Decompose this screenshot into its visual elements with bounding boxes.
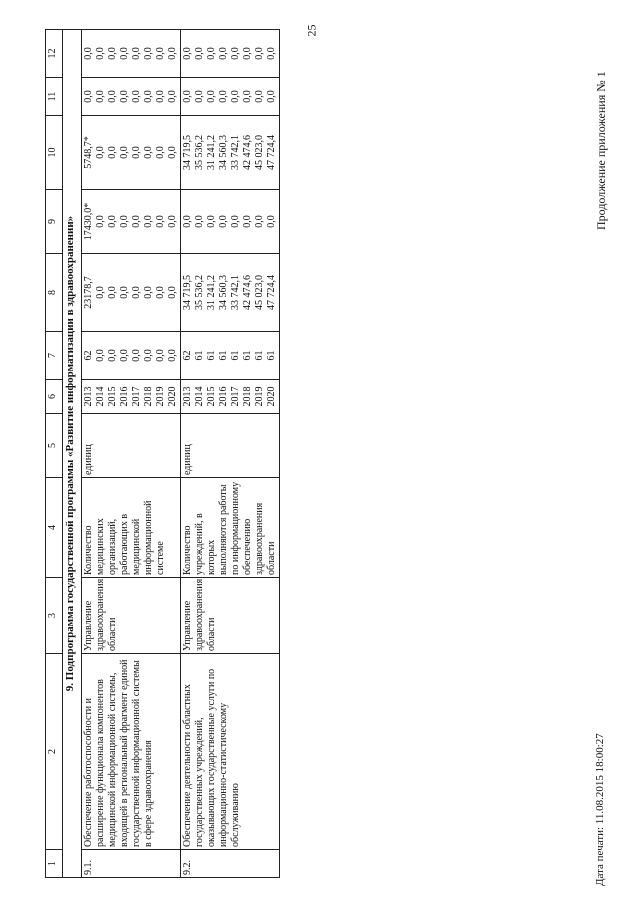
- col7-value: 0,0: [143, 349, 154, 362]
- years-value: 2019: [254, 386, 265, 407]
- col7-value: 61: [206, 350, 217, 361]
- column-header-3: 3: [46, 578, 63, 654]
- col12-value: 0,0: [182, 47, 193, 60]
- col8-value: 0,0: [155, 286, 166, 299]
- col9-value: 0,0: [218, 215, 229, 228]
- col7-value: 0,0: [95, 349, 106, 362]
- table-row: [181, 30, 280, 878]
- event-name: Обеспечение деятельности областных государственных учреждений, оказывающих государственные услуги по информационно-статистическому обслуживанию: [181, 654, 280, 850]
- col9-value: 0,0: [230, 215, 241, 228]
- col9-value: 0,0: [119, 215, 130, 228]
- col11-value: 0,0: [266, 90, 277, 103]
- col8-value: 0,0: [107, 286, 118, 299]
- col11-value: 0,0: [155, 90, 166, 103]
- col9-value: 0,0: [266, 215, 277, 228]
- years-cell: [181, 380, 280, 414]
- print-date: Дата печати: 11.08.2015 18:00:27: [594, 733, 606, 886]
- col12-cell: [181, 30, 280, 78]
- col12-value: 0,0: [83, 47, 94, 60]
- column-header-12: 12: [46, 30, 63, 78]
- col8-value: 0,0: [143, 286, 154, 299]
- col8-value: 23178,7: [83, 276, 94, 309]
- column-header-1: 1: [46, 850, 63, 878]
- col11-value: 0,0: [95, 90, 106, 103]
- col7-value: 0,0: [119, 349, 130, 362]
- col10-value: 0,0: [119, 146, 130, 159]
- col8-cell: [82, 254, 181, 332]
- col11-value: 0,0: [194, 90, 205, 103]
- program-table: [45, 29, 280, 878]
- col8-value: 0,0: [131, 286, 142, 299]
- column-header-11: 11: [46, 78, 63, 116]
- col11-value: 0,0: [143, 90, 154, 103]
- col9-value: 0,0: [167, 215, 178, 228]
- col11-value: 0,0: [206, 90, 217, 103]
- col7-value: 61: [230, 350, 241, 361]
- unit: единиц: [181, 414, 280, 478]
- col12-value: 0,0: [254, 47, 265, 60]
- row-number: 9.2.: [181, 850, 280, 878]
- col9-cell: [82, 190, 181, 254]
- col12-value: 0,0: [230, 47, 241, 60]
- col8-value: 45 023,0: [254, 275, 265, 310]
- years-value: 2013: [83, 386, 94, 407]
- col12-value: 0,0: [167, 47, 178, 60]
- years-value: 2014: [95, 386, 106, 407]
- col7-value: 61: [218, 350, 229, 361]
- col11-value: 0,0: [119, 90, 130, 103]
- col11-value: 0,0: [218, 90, 229, 103]
- col8-value: 0,0: [167, 286, 178, 299]
- col8-value: 0,0: [95, 286, 106, 299]
- column-header-9: 9: [46, 190, 63, 254]
- years-value: 2014: [194, 386, 205, 407]
- col11-cell: [181, 78, 280, 116]
- col10-value: 42 474,6: [242, 135, 253, 170]
- col9-value: 0,0: [95, 215, 106, 228]
- col8-value: 34 560,3: [218, 275, 229, 310]
- event-name: Обеспечение работоспособности и расширение функционала компонентов медицинской информационной системы, входящей в региональный фрагмент единой государственной информационной системы в сфере здравоохранения: [82, 654, 181, 850]
- col9-value: 0,0: [206, 215, 217, 228]
- col12-value: 0,0: [119, 47, 130, 60]
- column-header-7: 7: [46, 332, 63, 380]
- column-header-8: 8: [46, 254, 63, 332]
- col10-value: 34 719,5: [182, 135, 193, 170]
- col11-cell: [82, 78, 181, 116]
- executor: Управление здравоохранения области: [181, 578, 280, 654]
- col7-value: 61: [194, 350, 205, 361]
- col12-value: 0,0: [194, 47, 205, 60]
- years-cell: [82, 380, 181, 414]
- years-value: 2013: [182, 386, 193, 407]
- col7-value: 0,0: [155, 349, 166, 362]
- col9-value: 0,0: [254, 215, 265, 228]
- col7-value: 61: [254, 350, 265, 361]
- col10-value: 0,0: [107, 146, 118, 159]
- col10-value: 34 560,3: [218, 135, 229, 170]
- column-header-5: 5: [46, 414, 63, 478]
- col9-cell: [181, 190, 280, 254]
- years-value: 2018: [143, 386, 154, 407]
- indicator-name: Количество медицинских организаций, работающих в медицинской информационной системе: [82, 478, 181, 578]
- years-value: 2015: [107, 386, 118, 407]
- subprogram-title: 9. Подпрограмма государственной программы «Развитие информатизации в здравоохранении»: [63, 30, 82, 878]
- col11-value: 0,0: [230, 90, 241, 103]
- col11-value: 0,0: [182, 90, 193, 103]
- col11-value: 0,0: [242, 90, 253, 103]
- years-value: 2016: [119, 386, 130, 407]
- col12-value: 0,0: [131, 47, 142, 60]
- col12-value: 0,0: [107, 47, 118, 60]
- page-number: 25: [304, 24, 319, 37]
- col12-value: 0,0: [206, 47, 217, 60]
- col9-value: 0,0: [194, 215, 205, 228]
- col12-value: 0,0: [218, 47, 229, 60]
- indicator-name: Количество учреждений, в которых выполняются работы по информационному обеспечению здравоохранения области: [181, 478, 280, 578]
- col10-value: 31 241,2: [206, 135, 217, 170]
- rotated-table-container: [45, 30, 589, 878]
- col12-value: 0,0: [242, 47, 253, 60]
- row-number: 9.1.: [82, 850, 181, 878]
- col10-value: 47 724,4: [266, 135, 277, 170]
- col8-value: 0,0: [119, 286, 130, 299]
- col8-value: 47 724,4: [266, 275, 277, 310]
- col10-value: 0,0: [167, 146, 178, 159]
- col9-value: 0,0: [155, 215, 166, 228]
- continuation-note: Продолжение приложения № 1: [594, 71, 608, 230]
- col11-value: 0,0: [167, 90, 178, 103]
- years-value: 2017: [131, 386, 142, 407]
- col12-value: 0,0: [143, 47, 154, 60]
- rotated-table-area: [45, 30, 605, 878]
- col9-value: 17430,0*: [83, 202, 94, 241]
- col7-value: 61: [266, 350, 277, 361]
- col8-value: 35 536,2: [194, 275, 205, 310]
- years-value: 2017: [230, 386, 241, 407]
- col12-cell: [82, 30, 181, 78]
- years-value: 2018: [242, 386, 253, 407]
- col9-value: 0,0: [107, 215, 118, 228]
- col9-value: 0,0: [131, 215, 142, 228]
- col7-cell: [181, 332, 280, 380]
- col12-value: 0,0: [266, 47, 277, 60]
- col12-value: 0,0: [155, 47, 166, 60]
- col10-value: 0,0: [155, 146, 166, 159]
- col9-value: 0,0: [182, 215, 193, 228]
- column-header-6: 6: [46, 380, 63, 414]
- col10-value: 45 023,0: [254, 135, 265, 170]
- col10-cell: [82, 116, 181, 190]
- col12-value: 0,0: [95, 47, 106, 60]
- col7-value: 0,0: [167, 349, 178, 362]
- col11-value: 0,0: [107, 90, 118, 103]
- col10-cell: [181, 116, 280, 190]
- header-row: [46, 30, 63, 878]
- col10-value: 0,0: [143, 146, 154, 159]
- col8-value: 34 719,5: [182, 275, 193, 310]
- col10-value: 5748,7*: [83, 136, 94, 169]
- executor: Управление здравоохранения области: [82, 578, 181, 654]
- col10-value: 33 742,1: [230, 135, 241, 170]
- col11-value: 0,0: [254, 90, 265, 103]
- col9-value: 0,0: [242, 215, 253, 228]
- col7-value: 61: [242, 350, 253, 361]
- col7-value: 0,0: [131, 349, 142, 362]
- col8-cell: [181, 254, 280, 332]
- col7-value: 62: [182, 350, 193, 361]
- col8-value: 31 241,2: [206, 275, 217, 310]
- col7-value: 62: [83, 350, 94, 361]
- table-row: [82, 30, 181, 878]
- table-body: [63, 30, 280, 878]
- col8-value: 42 474,6: [242, 275, 253, 310]
- col11-value: 0,0: [83, 90, 94, 103]
- col10-value: 0,0: [131, 146, 142, 159]
- column-header-4: 4: [46, 478, 63, 578]
- years-value: 2019: [155, 386, 166, 407]
- col10-value: 0,0: [95, 146, 106, 159]
- col7-value: 0,0: [107, 349, 118, 362]
- unit: единиц: [82, 414, 181, 478]
- years-value: 2020: [167, 386, 178, 407]
- col9-value: 0,0: [143, 215, 154, 228]
- years-value: 2020: [266, 386, 277, 407]
- years-value: 2015: [206, 386, 217, 407]
- col10-value: 35 536,2: [194, 135, 205, 170]
- col7-cell: [82, 332, 181, 380]
- column-header-2: 2: [46, 654, 63, 850]
- col11-value: 0,0: [131, 90, 142, 103]
- subprogram-row: [63, 30, 82, 878]
- col8-value: 33 742,1: [230, 275, 241, 310]
- column-header-10: 10: [46, 116, 63, 190]
- years-value: 2016: [218, 386, 229, 407]
